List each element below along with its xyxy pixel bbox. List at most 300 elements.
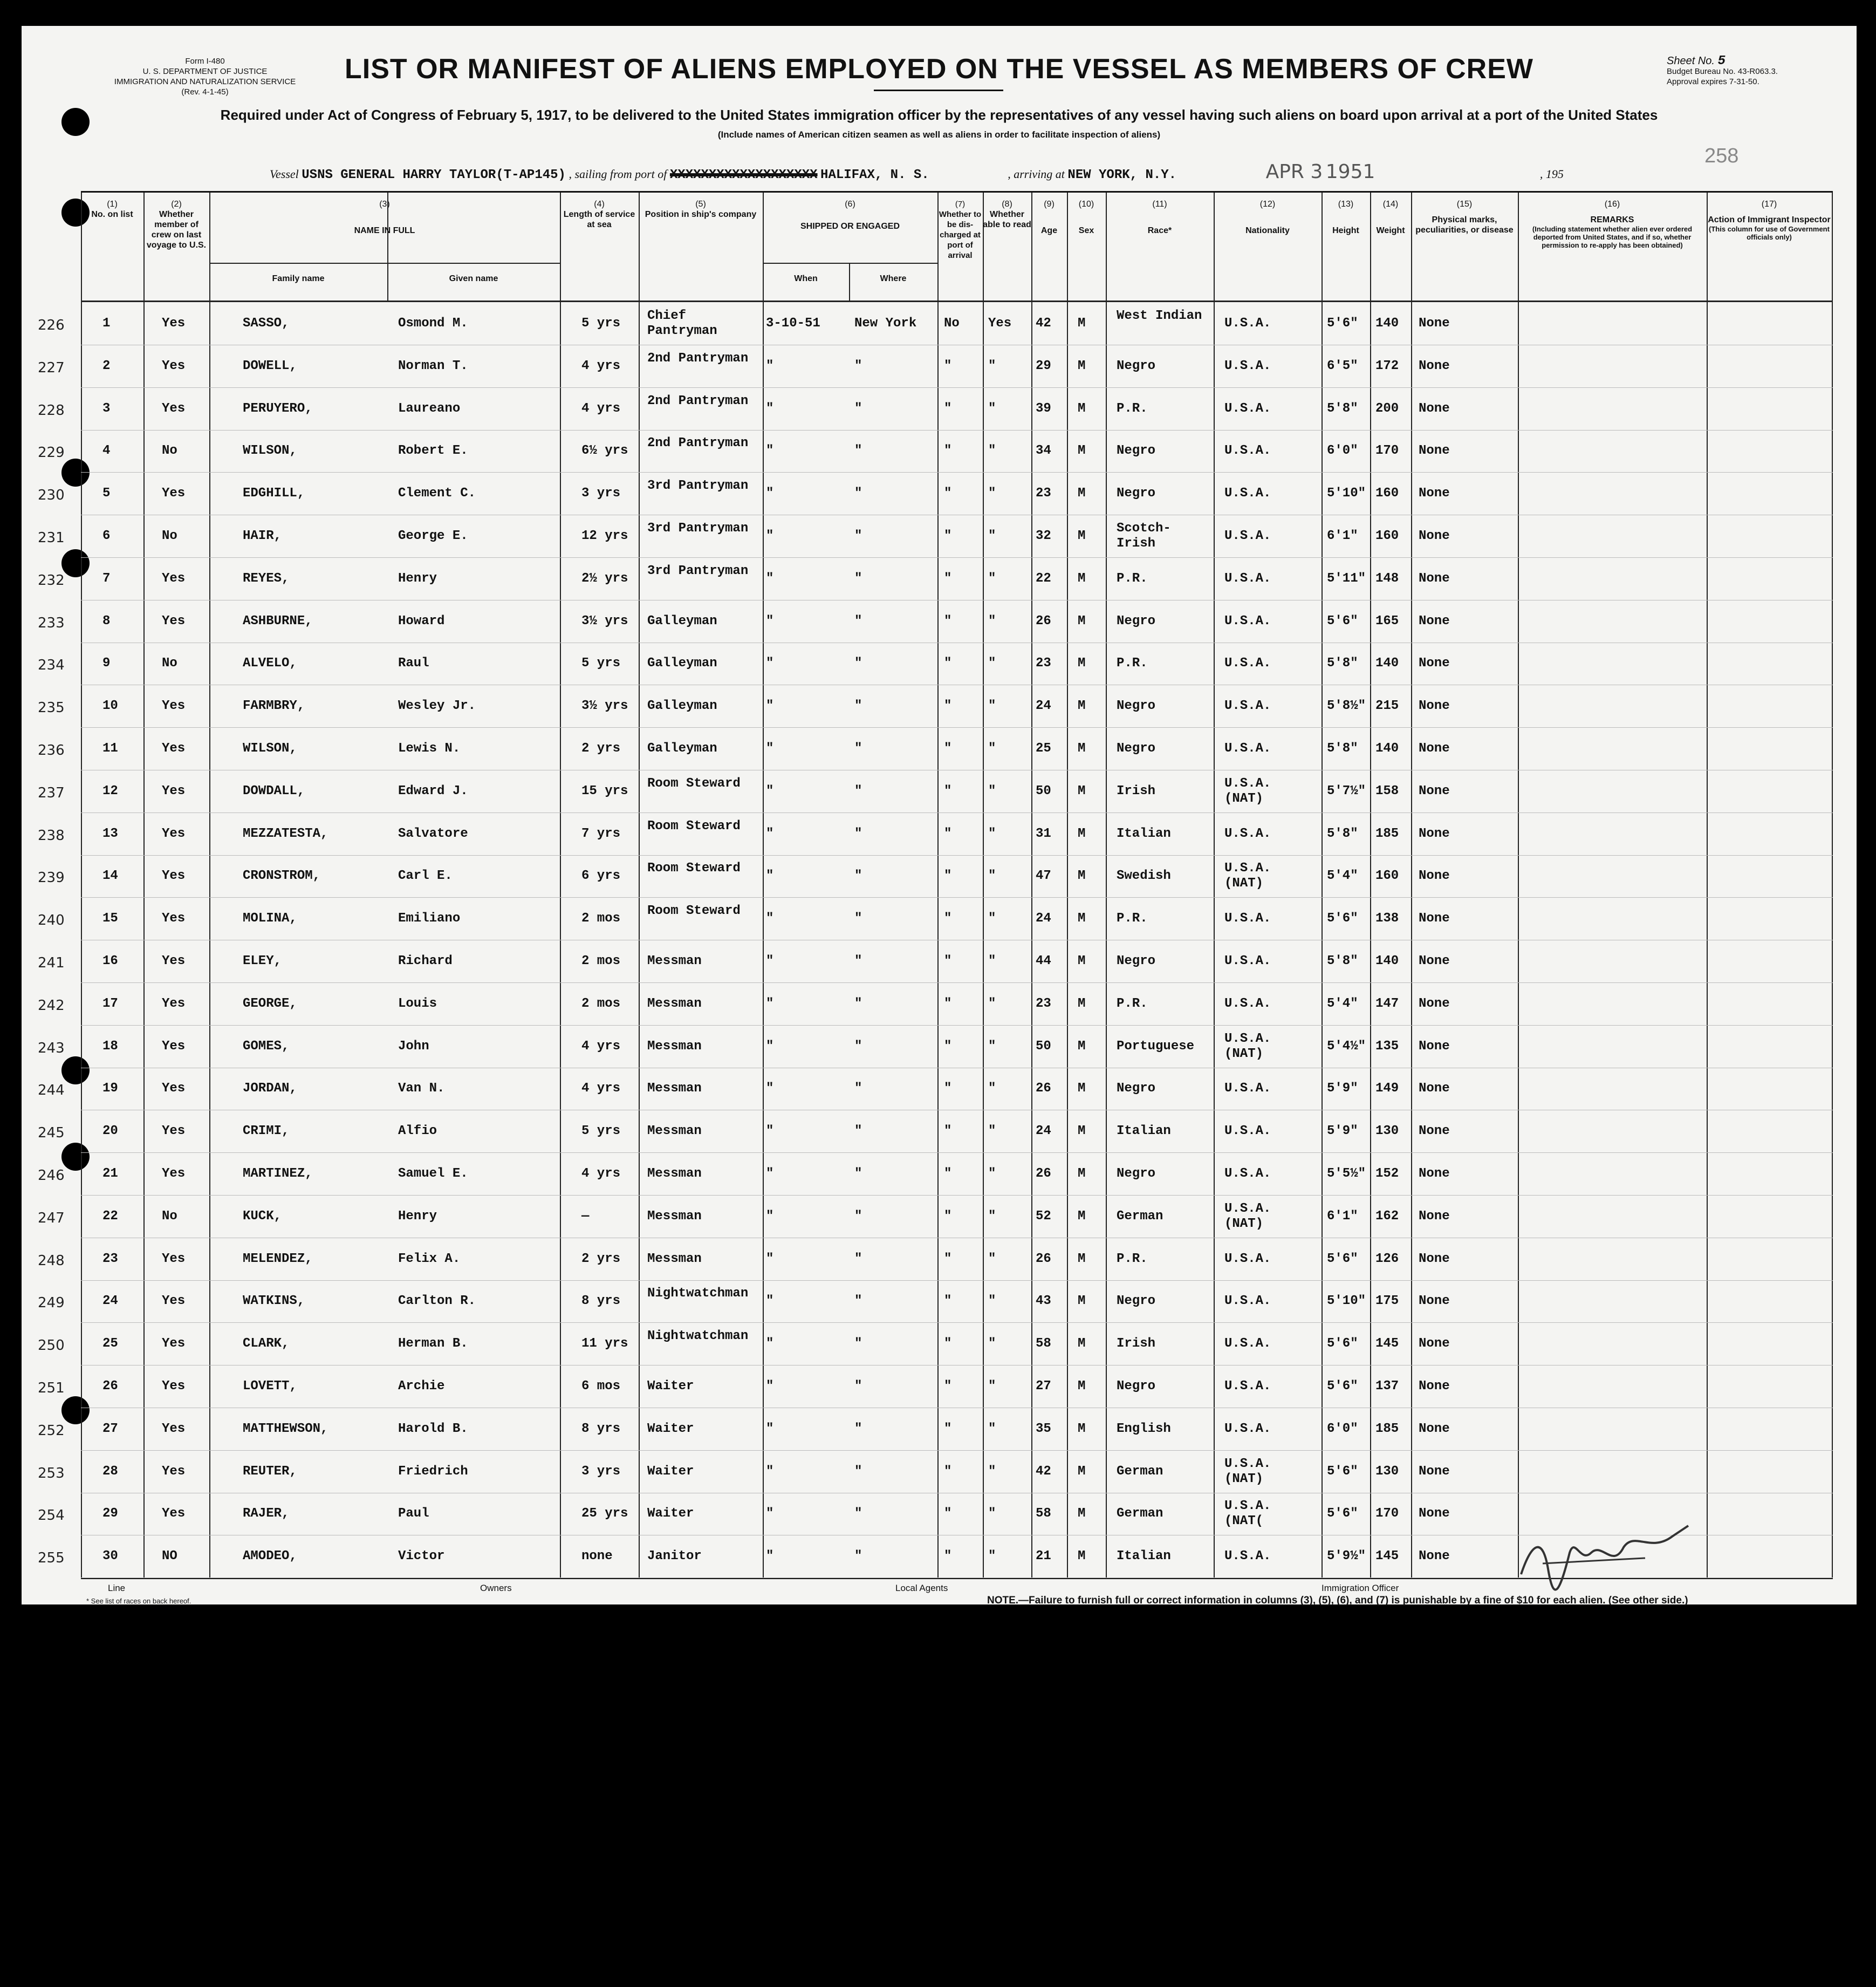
physical-marks: None	[1419, 1124, 1450, 1139]
physical-marks: None	[1419, 1421, 1450, 1436]
position: Messman	[647, 1039, 702, 1054]
row-number: 6	[102, 529, 111, 543]
service-length: 12 yrs	[581, 529, 628, 543]
given-name: Van N.	[398, 1081, 445, 1096]
table-row	[38, 1281, 1833, 1322]
weight: 137	[1375, 1379, 1399, 1394]
nationality: U.S.A.	[1224, 486, 1271, 501]
age: 34	[1036, 443, 1051, 459]
row-number: 16	[102, 954, 118, 968]
weight: 130	[1375, 1464, 1399, 1479]
table-row	[38, 431, 1833, 472]
able-to-read: "	[988, 783, 996, 798]
discharged: "	[944, 358, 952, 373]
sequence-number: 236	[38, 742, 65, 759]
shipped-when: "	[766, 529, 774, 543]
able-to-read: "	[988, 443, 996, 459]
weight: 215	[1375, 699, 1399, 714]
physical-marks: None	[1419, 1549, 1450, 1564]
last-voyage: Yes	[162, 1421, 186, 1436]
sex: M	[1078, 486, 1086, 501]
row-number: 22	[102, 1208, 118, 1224]
service-length: 2 mos	[581, 954, 621, 968]
sequence-number: 235	[38, 700, 65, 716]
discharged: "	[944, 656, 952, 671]
height: 5'6"	[1327, 1506, 1358, 1521]
service-length: 2½ yrs	[581, 571, 628, 586]
table-row	[38, 686, 1833, 727]
last-voyage: No	[162, 656, 177, 671]
given-name: Norman T.	[398, 358, 468, 373]
footer-owners-label: Owners	[480, 1583, 512, 1593]
sex: M	[1078, 613, 1086, 629]
able-to-read: "	[988, 1081, 996, 1096]
shipped-when: "	[766, 741, 774, 756]
sequence-number: 234	[38, 657, 65, 674]
height: 6'5"	[1327, 358, 1358, 373]
position: 3rd Pantryman	[647, 563, 749, 578]
last-voyage: No	[162, 1208, 177, 1224]
sex: M	[1078, 911, 1086, 926]
discharged: "	[944, 529, 952, 543]
shipped-where: "	[854, 443, 862, 459]
row-number: 30	[102, 1549, 118, 1564]
discharged: "	[944, 1336, 952, 1351]
able-to-read: "	[988, 1294, 996, 1309]
row-number: 15	[102, 911, 118, 926]
table-row	[38, 473, 1833, 515]
row-number: 25	[102, 1336, 118, 1351]
sex: M	[1078, 1294, 1086, 1309]
position: 2nd Pantryman	[647, 393, 749, 408]
age: 26	[1036, 1166, 1051, 1181]
age: 29	[1036, 358, 1051, 373]
able-to-read: "	[988, 699, 996, 714]
arriving-label: , arriving at	[1008, 167, 1065, 181]
nationality: U.S.A.	[1224, 1294, 1271, 1309]
last-voyage: Yes	[162, 826, 186, 841]
shipped-when: "	[766, 1336, 774, 1351]
last-voyage: Yes	[162, 954, 186, 968]
last-voyage: Yes	[162, 869, 186, 884]
able-to-read: "	[988, 1336, 996, 1351]
sequence-number: 242	[38, 997, 65, 1014]
row-number: 5	[102, 486, 111, 501]
row-number: 2	[102, 358, 111, 373]
table-row	[38, 1196, 1833, 1238]
age: 39	[1036, 401, 1051, 416]
last-voyage: Yes	[162, 741, 186, 756]
family-name: MELENDEZ,	[243, 1251, 313, 1266]
service-length: 4 yrs	[581, 1039, 621, 1054]
physical-marks: None	[1419, 358, 1450, 373]
shipped-when: "	[766, 783, 774, 798]
nationality: U.S.A.	[1224, 529, 1271, 543]
shipped-where: "	[854, 358, 862, 373]
position: Galleyman	[647, 699, 717, 714]
physical-marks: None	[1419, 1379, 1450, 1394]
discharged: "	[944, 1124, 952, 1139]
shipped-when: "	[766, 996, 774, 1011]
row-number: 8	[102, 613, 111, 629]
discharged: "	[944, 1421, 952, 1436]
discharged: "	[944, 613, 952, 629]
family-name: AMODEO,	[243, 1549, 297, 1564]
table-row	[38, 643, 1833, 685]
table-row	[38, 1111, 1833, 1152]
age: 27	[1036, 1379, 1051, 1394]
nationality: U.S.A. (NAT)	[1224, 861, 1271, 891]
weight: 148	[1375, 571, 1399, 586]
nationality: U.S.A.	[1224, 911, 1271, 926]
sex: M	[1078, 1506, 1086, 1521]
able-to-read: "	[988, 996, 996, 1011]
position: Messman	[647, 1166, 702, 1181]
able-to-read: "	[988, 1208, 996, 1224]
shipped-when: "	[766, 911, 774, 926]
sequence-number: 229	[38, 445, 65, 461]
sex: M	[1078, 1549, 1086, 1564]
discharged: "	[944, 699, 952, 714]
given-name: Laureano	[398, 401, 461, 416]
discharged: "	[944, 1379, 952, 1394]
discharged: "	[944, 571, 952, 586]
shipped-when: "	[766, 1379, 774, 1394]
nationality: U.S.A.	[1224, 443, 1271, 459]
service-length: 7 yrs	[581, 826, 621, 841]
shipped-where: "	[854, 1421, 862, 1436]
weight: 170	[1375, 443, 1399, 459]
race: Negro	[1117, 741, 1156, 756]
able-to-read: "	[988, 1421, 996, 1436]
age: 21	[1036, 1549, 1051, 1564]
able-to-read: "	[988, 1039, 996, 1054]
given-name: Osmond M.	[398, 316, 468, 331]
service-length: 4 yrs	[581, 401, 621, 416]
sequence-number: 239	[38, 870, 65, 886]
sheet-number: 5	[1717, 54, 1726, 69]
race: P.R.	[1117, 571, 1148, 586]
family-name: MARTINEZ,	[243, 1166, 313, 1181]
last-voyage: Yes	[162, 613, 186, 629]
year-hand: 1951	[1325, 161, 1375, 183]
nationality: U.S.A.	[1224, 1081, 1271, 1096]
service-length: 3½ yrs	[581, 613, 628, 629]
table-row	[38, 601, 1833, 643]
shipped-when: "	[766, 1124, 774, 1139]
nationality: U.S.A. (NAT)	[1224, 776, 1271, 806]
discharged: "	[944, 1166, 952, 1181]
last-voyage: Yes	[162, 1081, 186, 1096]
family-name: EDGHILL,	[243, 486, 305, 501]
sequence-number: 230	[38, 487, 65, 504]
row-number: 11	[102, 741, 118, 756]
race: Irish	[1117, 1336, 1156, 1351]
age: 32	[1036, 529, 1051, 543]
table-row	[38, 898, 1833, 940]
col-14-header: (14) Weight	[1376, 200, 1405, 235]
physical-marks: None	[1419, 1464, 1450, 1479]
last-voyage: Yes	[162, 1166, 186, 1181]
race: German	[1117, 1208, 1163, 1224]
weight: 152	[1375, 1166, 1399, 1181]
table-row	[38, 1068, 1833, 1110]
service-length: 6½ yrs	[581, 443, 628, 459]
shipped-when: "	[766, 1251, 774, 1266]
able-to-read: "	[988, 529, 996, 543]
discharged: "	[944, 486, 952, 501]
position: Galleyman	[647, 656, 717, 671]
able-to-read: "	[988, 358, 996, 373]
given-name: Archie	[398, 1379, 445, 1394]
position: Room Steward	[647, 818, 741, 834]
age: 50	[1036, 783, 1051, 798]
shipped-where: "	[854, 783, 862, 798]
row-number: 28	[102, 1464, 118, 1479]
sheet-number-block	[1667, 56, 1778, 87]
age: 26	[1036, 1251, 1051, 1266]
age: 24	[1036, 911, 1051, 926]
shipped-where: "	[854, 401, 862, 416]
discharged: "	[944, 911, 952, 926]
position: Messman	[647, 1081, 702, 1096]
shipped-when: "	[766, 954, 774, 968]
physical-marks: None	[1419, 1166, 1450, 1181]
able-to-read: "	[988, 656, 996, 671]
shipped-when: "	[766, 1294, 774, 1309]
family-name: MOLINA,	[243, 911, 297, 926]
height: 5'9"	[1327, 1081, 1358, 1096]
family-name: CRONSTROM,	[243, 869, 321, 884]
able-to-read: "	[988, 486, 996, 501]
discharged: "	[944, 996, 952, 1011]
discharged: "	[944, 1081, 952, 1096]
row-number: 20	[102, 1124, 118, 1139]
sex: M	[1078, 1039, 1086, 1054]
nationality: U.S.A.	[1224, 1124, 1271, 1139]
shipped-when: "	[766, 656, 774, 671]
family-name: MEZZATESTA,	[243, 826, 328, 841]
race: Negro	[1117, 1294, 1156, 1309]
nationality: U.S.A.	[1224, 1549, 1271, 1564]
height: 5'9"	[1327, 1124, 1358, 1139]
row-number: 17	[102, 996, 118, 1011]
last-voyage: Yes	[162, 401, 186, 416]
given-name: Richard	[398, 954, 453, 968]
physical-marks: None	[1419, 1506, 1450, 1521]
height: 5'6"	[1327, 316, 1358, 331]
race: P.R.	[1117, 996, 1148, 1011]
age: 24	[1036, 699, 1051, 714]
physical-marks: None	[1419, 1039, 1450, 1054]
shipped-where: "	[854, 996, 862, 1011]
height: 6'1"	[1327, 1208, 1358, 1224]
family-name: GOMES,	[243, 1039, 290, 1054]
physical-marks: None	[1419, 1294, 1450, 1309]
shipped-when: 3-10-51	[766, 316, 820, 331]
height: 5'11"	[1327, 571, 1366, 586]
service-length: 4 yrs	[581, 1166, 621, 1181]
sailing-label: , sailing from port of	[569, 167, 667, 181]
weight: 175	[1375, 1294, 1399, 1309]
family-name: KUCK,	[243, 1208, 282, 1224]
row-number: 26	[102, 1379, 118, 1394]
sequence-number: 231	[38, 530, 65, 546]
able-to-read: "	[988, 1124, 996, 1139]
able-to-read: "	[988, 613, 996, 629]
given-name: Felix A.	[398, 1251, 461, 1266]
family-name: DOWELL,	[243, 358, 297, 373]
col-2-header: (2) Whether member of crew on last voyage to U.S.	[146, 200, 207, 250]
shipped-when: "	[766, 613, 774, 629]
sequence-number: 233	[38, 614, 65, 631]
family-name: REUTER,	[243, 1464, 297, 1479]
position: Nightwatchman	[647, 1286, 749, 1301]
shipped-where: "	[854, 1124, 862, 1139]
row-number: 13	[102, 826, 118, 841]
discharged: "	[944, 1251, 952, 1266]
last-voyage: Yes	[162, 358, 186, 373]
shipped-when: "	[766, 1421, 774, 1436]
physical-marks: None	[1419, 401, 1450, 416]
position: Room Steward	[647, 861, 741, 876]
nationality: U.S.A.	[1224, 826, 1271, 841]
weight: 135	[1375, 1039, 1399, 1054]
last-voyage: Yes	[162, 1506, 186, 1521]
col-10-header: (10) Sex	[1078, 200, 1094, 235]
sex: M	[1078, 1166, 1086, 1181]
row-number: 19	[102, 1081, 118, 1096]
weight: 126	[1375, 1251, 1399, 1266]
weight: 147	[1375, 996, 1399, 1011]
sex: M	[1078, 316, 1086, 331]
weight: 140	[1375, 316, 1399, 331]
able-to-read: "	[988, 1166, 996, 1181]
discharged: "	[944, 954, 952, 968]
shipped-where: "	[854, 529, 862, 543]
shipped-when: "	[766, 1166, 774, 1181]
family-name: MATTHEWSON,	[243, 1421, 328, 1436]
race: Italian	[1117, 1549, 1171, 1564]
race: Negro	[1117, 443, 1156, 459]
nationality: U.S.A.	[1224, 1251, 1271, 1266]
race: German	[1117, 1506, 1163, 1521]
row-number: 29	[102, 1506, 118, 1521]
nationality: U.S.A.	[1224, 699, 1271, 714]
position: 3rd Pantryman	[647, 479, 749, 494]
sequence-number: 252	[38, 1422, 65, 1439]
vessel-label: Vessel	[270, 167, 299, 181]
discharged: "	[944, 401, 952, 416]
shipped-where: "	[854, 1251, 862, 1266]
shipped-when: "	[766, 1208, 774, 1224]
last-voyage: Yes	[162, 1294, 186, 1309]
race: Negro	[1117, 954, 1156, 968]
given-name: Salvatore	[398, 826, 468, 841]
weight: 165	[1375, 613, 1399, 629]
shipped-where: "	[854, 1464, 862, 1479]
height: 5'6"	[1327, 911, 1358, 926]
sex: M	[1078, 1379, 1086, 1394]
given-name: Harold B.	[398, 1421, 468, 1436]
age: 50	[1036, 1039, 1051, 1054]
family-name: REYES,	[243, 571, 290, 586]
stamp-number: 258	[1704, 145, 1739, 167]
discharged: "	[944, 1208, 952, 1224]
age: 35	[1036, 1421, 1051, 1436]
age: 44	[1036, 954, 1051, 968]
height: 5'5½"	[1327, 1166, 1366, 1181]
given-name: Henry	[398, 571, 437, 586]
physical-marks: None	[1419, 1336, 1450, 1351]
given-name: Henry	[398, 1208, 437, 1224]
shipped-where: "	[854, 699, 862, 714]
position: Messman	[647, 996, 702, 1011]
year-suffix: , 195	[1539, 167, 1564, 181]
family-name: RAJER,	[243, 1506, 290, 1521]
age: 25	[1036, 741, 1051, 756]
discharged: "	[944, 783, 952, 798]
sex: M	[1078, 401, 1086, 416]
service-length: 8 yrs	[581, 1294, 621, 1309]
service-length: 2 mos	[581, 996, 621, 1011]
height: 5'6"	[1327, 1379, 1358, 1394]
age: 42	[1036, 316, 1051, 331]
sex: M	[1078, 571, 1086, 586]
physical-marks: None	[1419, 443, 1450, 459]
shipped-when: "	[766, 1506, 774, 1521]
row-number: 10	[102, 699, 118, 714]
nationality: U.S.A.	[1224, 571, 1271, 586]
height: 5'8"	[1327, 826, 1358, 841]
physical-marks: None	[1419, 741, 1450, 756]
position: Messman	[647, 1251, 702, 1266]
discharged: "	[944, 1464, 952, 1479]
arrival-port: NEW YORK, N.Y.	[1067, 168, 1177, 182]
shipped-when: "	[766, 1039, 774, 1054]
weight: 158	[1375, 783, 1399, 798]
last-voyage: Yes	[162, 1336, 186, 1351]
position: 2nd Pantryman	[647, 436, 749, 451]
family-name: ALVELO,	[243, 656, 297, 671]
departure-port: HALIFAX, N. S.	[820, 168, 929, 182]
sequence-number: 238	[38, 827, 65, 844]
last-voyage: Yes	[162, 699, 186, 714]
race: Italian	[1117, 1124, 1171, 1139]
subtitle: Required under Act of Congress of February 5, 1917, to be delivered to the United States immigration officer by the representatives of any vessel having such aliens on board upon arrival at a port of the United States	[220, 107, 1658, 123]
sequence-number: 254	[38, 1507, 65, 1524]
discharged: No	[944, 316, 960, 331]
race: German	[1117, 1464, 1163, 1479]
weight: 140	[1375, 656, 1399, 671]
vessel-line	[270, 161, 1564, 183]
shipped-where: "	[854, 1336, 862, 1351]
sex: M	[1078, 443, 1086, 459]
nationality: U.S.A.	[1224, 1379, 1271, 1394]
nationality: U.S.A.	[1224, 316, 1271, 331]
physical-marks: None	[1419, 911, 1450, 926]
physical-marks: None	[1419, 486, 1450, 501]
table-row	[38, 814, 1833, 855]
age: 22	[1036, 571, 1051, 586]
position: 3rd Pantryman	[647, 521, 749, 536]
age: 42	[1036, 1464, 1051, 1479]
height: 5'10"	[1327, 486, 1366, 501]
nationality: U.S.A. (NAT)	[1224, 1031, 1271, 1061]
discharged: "	[944, 741, 952, 756]
family-name: PERUYERO,	[243, 401, 313, 416]
height: 5'8"	[1327, 741, 1358, 756]
